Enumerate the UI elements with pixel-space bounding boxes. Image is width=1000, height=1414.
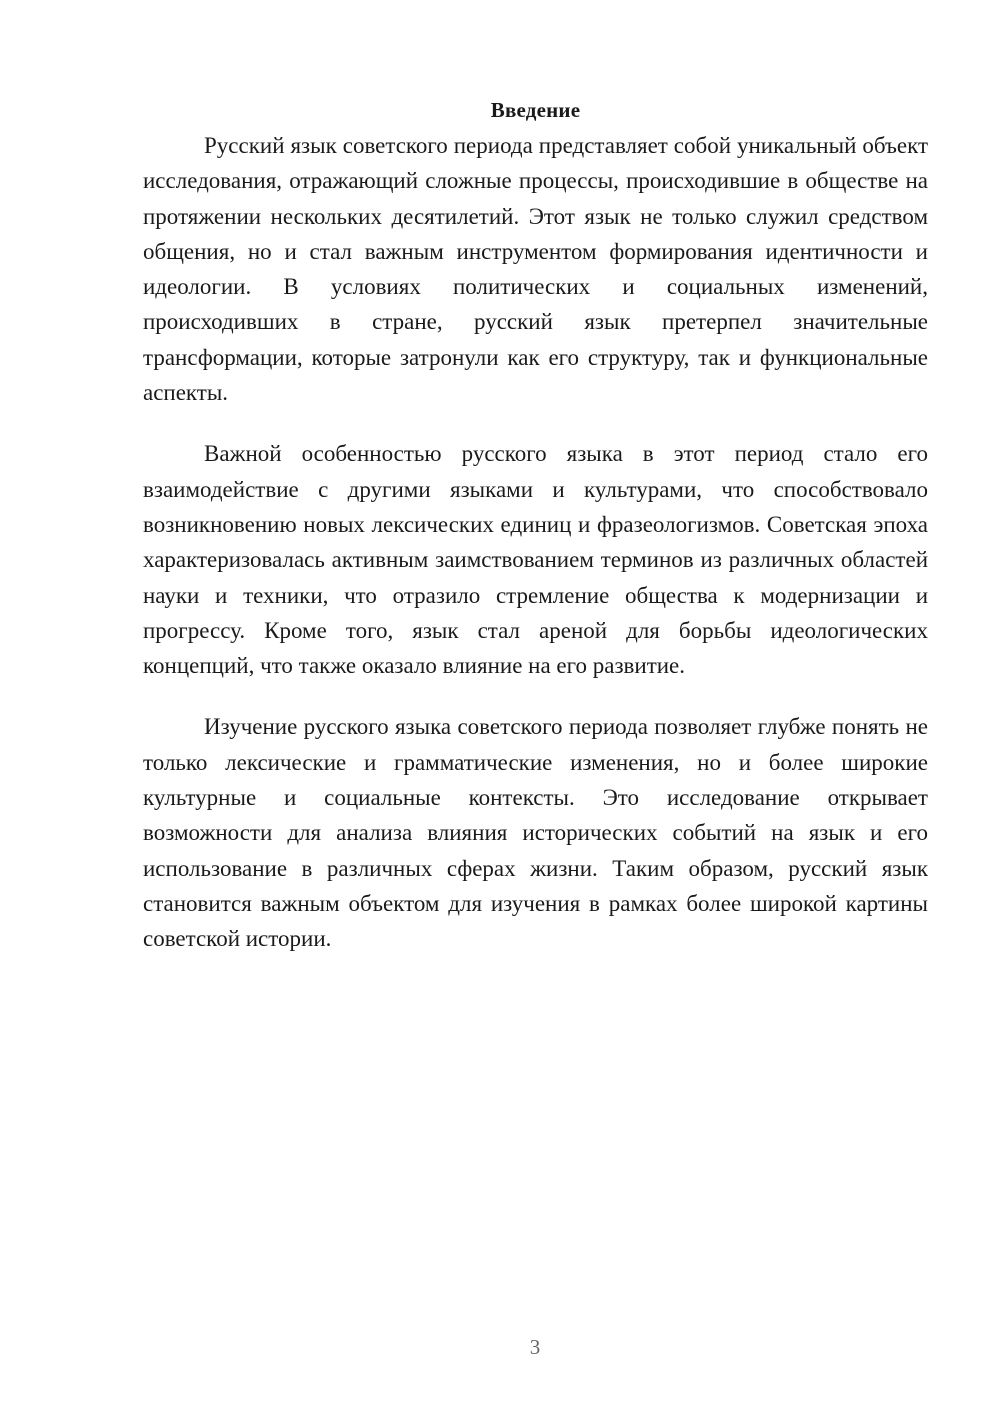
- page-number-footer: [0, 1333, 1000, 1361]
- page-number: 3: [529, 1335, 541, 1359]
- section-heading: Введение: [490, 98, 581, 122]
- paragraph-1: Русский язык советского периода представляет собой уникальный объект исследования, отражающий сложные процессы, происходившие в обществе на протяжении нескольких десятилетий. Этот язык не только служил средством общения, но и стал важным инструментом формирования идентичности и идеологии. В условиях политических и социальных изменений, происходивших в стране, русский язык претерпел значительные трансформации, которые затронули как его структуру, так и функциональные аспекты.: [143, 133, 928, 406]
- paragraph-3: Изучение русского языка советского периода позволяет глубже понять не только лексические и грамматические изменения, но и более широкие культурные и социальные контексты. Это исследование открывает возможности для анализа влияния исторических событий на язык и его использование в различных сферах жизни. Таким образом, русский язык становится важным объектом для изучения в рамках более широкой картины советской истории.: [143, 714, 928, 952]
- page-content: [143, 95, 928, 983]
- paragraph-2: Важной особенностью русского языка в этот период стало его взаимодействие с другими языками и культурами, что способствовало возникновению новых лексических единиц и фразеологизмов. Советская эпоха характеризовалась активным заимствованием терминов из различных областей науки и техники, что отразило стремление общества к модернизации и прогрессу. Кроме того, язык стал ареной для борьбы идеологических концепций, что также оказало влияние на его развитие.: [143, 441, 928, 679]
